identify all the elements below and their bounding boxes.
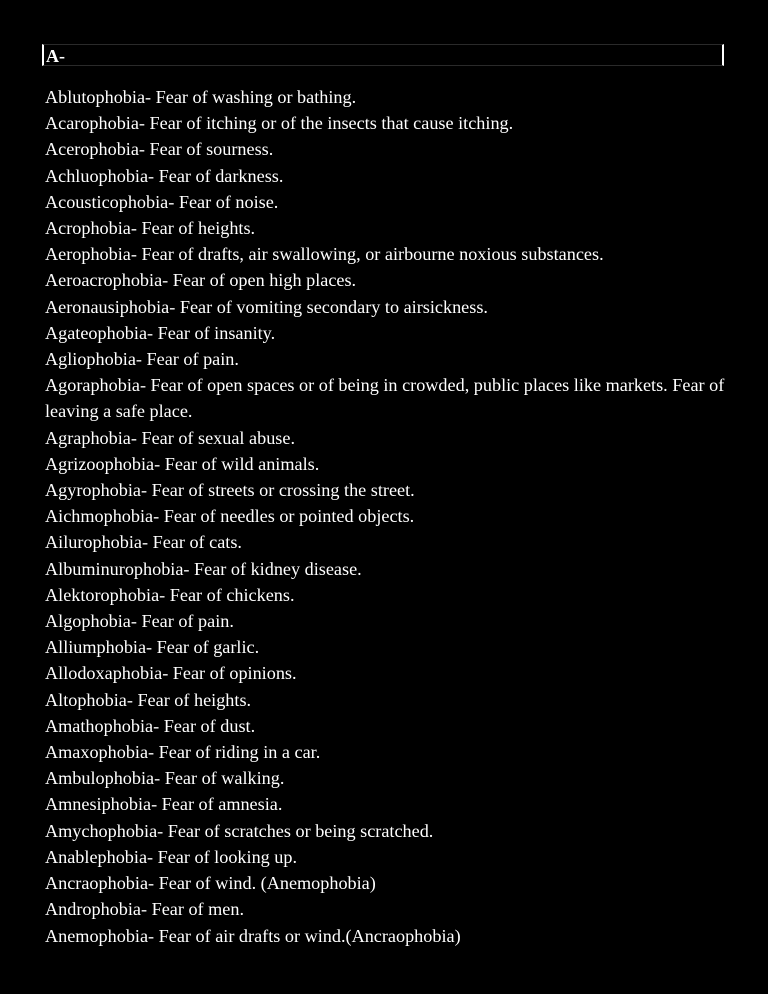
list-item: Achluophobia- Fear of darkness. [45,165,284,186]
list-item: Acarophobia- Fear of itching or of the insects that cause itching. [45,113,514,134]
list-item: Aeroacrophobia- Fear of open high places. [45,270,357,291]
list-item: Aeronausiphobia- Fear of vomiting secondary to airsickness. [45,296,488,317]
section-header [42,44,724,66]
list-item: Agyrophobia- Fear of streets or crossing the street. [45,480,415,501]
list-item: Aichmophobia- Fear of needles or pointed objects. [45,506,415,527]
list-item: Agateophobia- Fear of insanity. [45,322,276,343]
list-item: Amychophobia- Fear of scratches or being scratched. [45,820,434,841]
list-item: Aerophobia- Fear of drafts, air swallowing, or airbourne noxious substances. [45,244,604,265]
list-item: Agrizoophobia- Fear of wild animals. [45,453,320,474]
list-item: Amnesiphobia- Fear of amnesia. [45,794,283,815]
list-item: Acerophobia- Fear of sourness. [45,139,274,160]
list-item: Amaxophobia- Fear of riding in a car. [45,742,321,763]
list-item: Ancraophobia- Fear of wind. (Anemophobia) [45,873,376,894]
list-item: Altophobia- Fear of heights. [45,689,252,710]
list-item: Allodoxaphobia- Fear of opinions. [45,663,297,684]
list-item: Ailurophobia- Fear of cats. [45,532,242,553]
list-item: Alektorophobia- Fear of chickens. [45,584,295,605]
list-item: Agliophobia- Fear of pain. [45,349,239,370]
list-item: Ablutophobia- Fear of washing or bathing. [45,87,357,107]
list-item: Anemophobia- Fear of air drafts or wind.(Ancraophobia) [45,925,461,946]
list-item: Algophobia- Fear of pain. [45,611,234,632]
list-item: Albuminurophobia- Fear of kidney disease. [45,558,362,579]
list-item: Androphobia- Fear of men. [45,899,244,920]
list-item: Amathophobia- Fear of dust. [45,715,256,736]
list-item: Anablephobia- Fear of looking up. [45,846,298,867]
list-item: Agoraphobia- Fear of open spaces or of being in crowded, public places like markets. Fear of leaving a safe place. [45,375,725,422]
list-item: Agraphobia- Fear of sexual abuse. [45,427,295,448]
list-item: Acrophobia- Fear of heights. [45,218,256,239]
list-item: Acousticophobia- Fear of noise. [45,191,279,212]
list-item: Alliumphobia- Fear of garlic. [45,637,260,658]
phobia-list [45,84,735,949]
list-item: Ambulophobia- Fear of walking. [45,768,285,789]
section-letter: A- [46,46,65,66]
